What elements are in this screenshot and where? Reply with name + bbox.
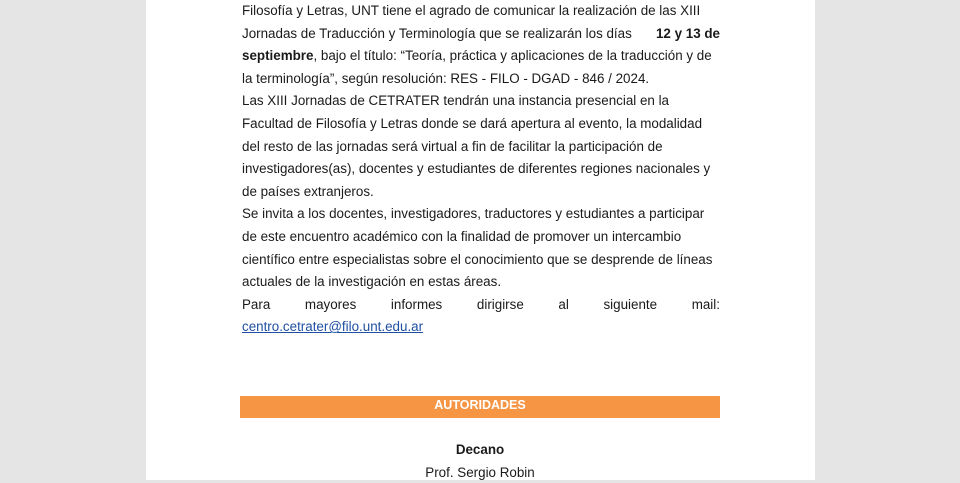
- event-month: septiembre: [242, 48, 314, 64]
- contact-word: mayores: [304, 296, 357, 312]
- text-line: [242, 203, 720, 226]
- contact-word: dirigirse: [476, 296, 524, 312]
- text-line-content: Se invita a los docentes, investigadores, traductores y estudiantes a participar: [242, 206, 705, 222]
- document-page: [146, 0, 815, 480]
- text-line-content: investigadores(as), docentes y estudiantes de diferentes regiones nacionales y: [242, 161, 711, 177]
- contact-word: informes: [390, 296, 443, 312]
- text-line: [242, 136, 720, 159]
- text-line-content: científico entre especialistas sobre el conocimiento que se desprende de líneas: [242, 251, 713, 267]
- text-line-content: , bajo el título: “Teoría, práctica y aplicaciones de la traducción y de: [313, 48, 712, 64]
- text-line: [242, 181, 720, 204]
- text-line-content: Jornadas de Traducción y Terminología que se realizarán los días: [242, 25, 632, 41]
- text-line-content: actuales de la investigación en estas áreas.: [242, 274, 502, 290]
- authority-role: Decano: [455, 442, 505, 457]
- text-line: [242, 316, 720, 339]
- authorities-banner: AUTORIDADES: [240, 396, 720, 418]
- contact-word: al: [558, 296, 569, 312]
- text-line-content: del resto de las jornadas será virtual a fin de facilitar la participación de: [242, 138, 663, 154]
- text-line-content: de este encuentro académico con la finalidad de promover un intercambio: [242, 228, 682, 244]
- text-line-content: de países extranjeros.: [242, 183, 374, 199]
- text-line-content: Facultad de Filosofía y Letras donde se dará apertura al evento, la modalidad: [242, 115, 703, 131]
- text-line-content: Filosofía y Letras, UNT tiene el agrado de comunicar la realización de las XIII: [242, 3, 701, 18]
- event-dates: 12 y 13 de: [655, 25, 720, 41]
- text-line: [242, 113, 720, 136]
- text-line: [242, 158, 720, 181]
- text-line: [242, 0, 720, 23]
- text-line: [242, 68, 720, 91]
- text-line: [242, 45, 720, 68]
- text-line: [242, 249, 720, 272]
- contact-word: siguiente: [603, 296, 658, 312]
- text-line-content: Las XIII Jornadas de CETRATER tendrán una instancia presencial en la: [242, 93, 669, 109]
- contact-word: Para: [242, 296, 271, 312]
- body-text: [242, 0, 720, 339]
- contact-line: [242, 294, 720, 317]
- text-line: [242, 23, 720, 46]
- text-line: [242, 271, 720, 294]
- email-link[interactable]: centro.cetrater@filo.unt.edu.ar: [242, 319, 424, 335]
- contact-word: mail:: [691, 296, 720, 312]
- text-line: [242, 226, 720, 249]
- text-line-content: la terminología”, según resolución: RES - FILO - DGAD - 846 / 2024.: [242, 70, 650, 86]
- text-line: [242, 90, 720, 113]
- authority-name: Prof. Sergio Robin: [425, 465, 535, 480]
